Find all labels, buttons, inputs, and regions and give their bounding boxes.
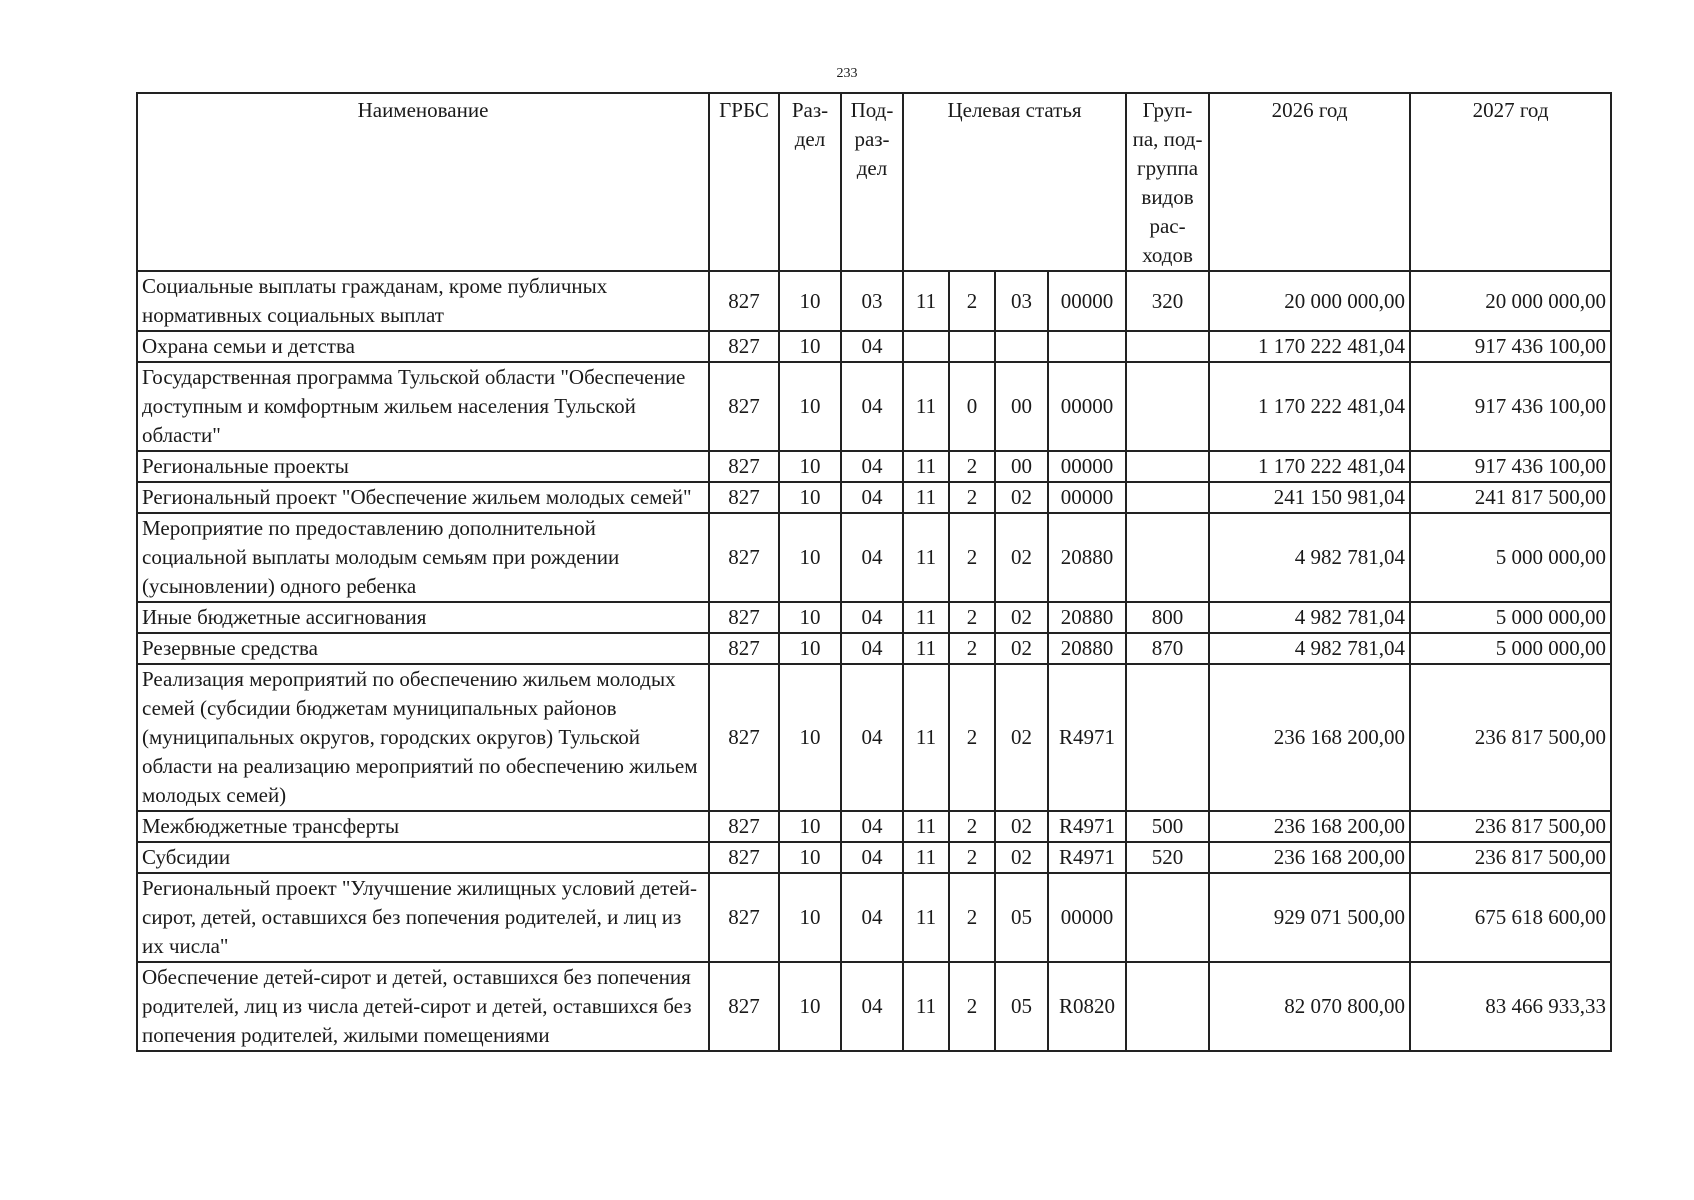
row-target-subprogram: 05 [995, 873, 1048, 962]
row-amount-2026: 929 071 500,00 [1209, 873, 1410, 962]
row-target-direction: R0820 [1048, 962, 1126, 1051]
row-podrazdel: 04 [841, 811, 903, 842]
row-target-program: 11 [903, 513, 949, 602]
row-target-program: 11 [903, 664, 949, 811]
row-podrazdel: 04 [841, 873, 903, 962]
row-podrazdel: 03 [841, 271, 903, 331]
row-razdel: 10 [779, 873, 841, 962]
row-target-type: 2 [949, 842, 995, 873]
row-podrazdel: 04 [841, 513, 903, 602]
table-row [137, 633, 1611, 664]
table-row [137, 811, 1611, 842]
row-target-type: 2 [949, 873, 995, 962]
row-expense-group [1126, 451, 1209, 482]
row-amount-2027: 241 817 500,00 [1410, 482, 1611, 513]
header-name: Наименование [137, 93, 709, 271]
row-expense-group [1126, 513, 1209, 602]
row-amount-2026: 241 150 981,04 [1209, 482, 1410, 513]
row-name: Субсидии [137, 842, 709, 873]
row-target-direction: 00000 [1048, 873, 1126, 962]
row-expense-group: 870 [1126, 633, 1209, 664]
row-target-subprogram: 02 [995, 811, 1048, 842]
table-row [137, 602, 1611, 633]
row-target-direction: 00000 [1048, 271, 1126, 331]
row-target-direction: R4971 [1048, 811, 1126, 842]
row-target-type: 2 [949, 451, 995, 482]
table-row [137, 962, 1611, 1051]
row-target-type: 2 [949, 633, 995, 664]
row-name: Региональный проект "Обеспечение жильем молодых семей" [137, 482, 709, 513]
row-razdel: 10 [779, 602, 841, 633]
row-grbs: 827 [709, 811, 779, 842]
row-amount-2026: 236 168 200,00 [1209, 811, 1410, 842]
row-name: Резервные средства [137, 633, 709, 664]
row-podrazdel: 04 [841, 962, 903, 1051]
row-grbs: 827 [709, 842, 779, 873]
row-target-direction: 20880 [1048, 513, 1126, 602]
row-target-direction: R4971 [1048, 842, 1126, 873]
row-target-subprogram: 02 [995, 513, 1048, 602]
row-amount-2027: 236 817 500,00 [1410, 664, 1611, 811]
row-target-type: 2 [949, 962, 995, 1051]
row-expense-group [1126, 664, 1209, 811]
row-amount-2026: 236 168 200,00 [1209, 842, 1410, 873]
row-name: Государственная программа Тульской области "Обеспечение доступным и комфортным жильем населения Тульской области" [137, 362, 709, 451]
row-target-program: 11 [903, 873, 949, 962]
row-podrazdel: 04 [841, 451, 903, 482]
row-name: Обеспечение детей-сирот и детей, оставшихся без попечения родителей, лиц из числа детей-сирот и детей, оставшихся без попечения родителей, жилыми помещениями [137, 962, 709, 1051]
row-amount-2027: 236 817 500,00 [1410, 811, 1611, 842]
row-amount-2027: 20 000 000,00 [1410, 271, 1611, 331]
row-target-type: 2 [949, 513, 995, 602]
row-target-subprogram: 00 [995, 451, 1048, 482]
row-grbs: 827 [709, 482, 779, 513]
row-expense-group: 500 [1126, 811, 1209, 842]
header-year-2027: 2027 год [1410, 93, 1611, 271]
table-row [137, 842, 1611, 873]
row-target-direction: 00000 [1048, 451, 1126, 482]
row-target-subprogram: 03 [995, 271, 1048, 331]
row-grbs: 827 [709, 602, 779, 633]
row-target-direction: 00000 [1048, 482, 1126, 513]
row-amount-2027: 917 436 100,00 [1410, 331, 1611, 362]
row-podrazdel: 04 [841, 362, 903, 451]
row-amount-2027: 5 000 000,00 [1410, 602, 1611, 633]
row-razdel: 10 [779, 633, 841, 664]
row-name: Межбюджетные трансферты [137, 811, 709, 842]
row-razdel: 10 [779, 362, 841, 451]
row-grbs: 827 [709, 513, 779, 602]
row-target-subprogram: 02 [995, 664, 1048, 811]
table-header-row [137, 93, 1611, 271]
row-target-direction: 20880 [1048, 633, 1126, 664]
row-target-type [949, 331, 995, 362]
row-name: Региональные проекты [137, 451, 709, 482]
table-row [137, 482, 1611, 513]
row-podrazdel: 04 [841, 482, 903, 513]
header-podrazdel: Под- раз- дел [841, 93, 903, 271]
header-grbs: ГРБС [709, 93, 779, 271]
row-target-type: 2 [949, 482, 995, 513]
row-target-subprogram: 02 [995, 633, 1048, 664]
row-name: Мероприятие по предоставлению дополнительной социальной выплаты молодым семьям при рождении (усыновлении) одного ребенка [137, 513, 709, 602]
row-target-program: 11 [903, 962, 949, 1051]
row-amount-2027: 5 000 000,00 [1410, 633, 1611, 664]
row-name: Реализация мероприятий по обеспечению жильем молодых семей (субсидии бюджетам муниципальных районов (муниципальных округов, городских округов) Тульской области на реализацию мероприятий по обеспечению жильем молодых семей) [137, 664, 709, 811]
row-target-direction [1048, 331, 1126, 362]
row-target-type: 2 [949, 271, 995, 331]
table-row [137, 664, 1611, 811]
row-amount-2026: 236 168 200,00 [1209, 664, 1410, 811]
row-expense-group: 520 [1126, 842, 1209, 873]
row-expense-group: 800 [1126, 602, 1209, 633]
row-razdel: 10 [779, 842, 841, 873]
header-target-article: Целевая статья [903, 93, 1126, 271]
header-year-2026: 2026 год [1209, 93, 1410, 271]
row-target-program: 11 [903, 362, 949, 451]
row-podrazdel: 04 [841, 842, 903, 873]
row-razdel: 10 [779, 331, 841, 362]
row-grbs: 827 [709, 664, 779, 811]
row-amount-2026: 4 982 781,04 [1209, 633, 1410, 664]
row-target-program: 11 [903, 482, 949, 513]
row-amount-2027: 83 466 933,33 [1410, 962, 1611, 1051]
table-row [137, 362, 1611, 451]
header-expense-group: Груп- па, под- группа видов рас- ходов [1126, 93, 1209, 271]
row-expense-group: 320 [1126, 271, 1209, 331]
row-grbs: 827 [709, 451, 779, 482]
row-target-type: 2 [949, 602, 995, 633]
row-podrazdel: 04 [841, 633, 903, 664]
row-grbs: 827 [709, 633, 779, 664]
row-razdel: 10 [779, 811, 841, 842]
row-razdel: 10 [779, 513, 841, 602]
row-grbs: 827 [709, 962, 779, 1051]
row-grbs: 827 [709, 271, 779, 331]
table-row [137, 451, 1611, 482]
row-target-program [903, 331, 949, 362]
row-target-subprogram [995, 331, 1048, 362]
row-target-program: 11 [903, 602, 949, 633]
table-row [137, 513, 1611, 602]
row-expense-group [1126, 962, 1209, 1051]
row-amount-2027: 236 817 500,00 [1410, 842, 1611, 873]
row-target-subprogram: 05 [995, 962, 1048, 1051]
row-expense-group [1126, 873, 1209, 962]
table-row [137, 271, 1611, 331]
row-razdel: 10 [779, 664, 841, 811]
row-podrazdel: 04 [841, 331, 903, 362]
row-expense-group [1126, 331, 1209, 362]
row-amount-2027: 675 618 600,00 [1410, 873, 1611, 962]
table-body [137, 271, 1611, 1051]
row-name: Охрана семьи и детства [137, 331, 709, 362]
row-razdel: 10 [779, 271, 841, 331]
row-razdel: 10 [779, 451, 841, 482]
table-row [137, 331, 1611, 362]
row-target-subprogram: 02 [995, 602, 1048, 633]
row-expense-group [1126, 482, 1209, 513]
row-amount-2027: 917 436 100,00 [1410, 451, 1611, 482]
row-target-subprogram: 02 [995, 482, 1048, 513]
row-target-program: 11 [903, 633, 949, 664]
row-target-program: 11 [903, 451, 949, 482]
row-amount-2026: 4 982 781,04 [1209, 513, 1410, 602]
row-target-direction: 20880 [1048, 602, 1126, 633]
row-podrazdel: 04 [841, 602, 903, 633]
row-amount-2026: 1 170 222 481,04 [1209, 451, 1410, 482]
row-amount-2027: 5 000 000,00 [1410, 513, 1611, 602]
row-grbs: 827 [709, 362, 779, 451]
row-amount-2026: 4 982 781,04 [1209, 602, 1410, 633]
row-target-type: 2 [949, 811, 995, 842]
row-amount-2026: 82 070 800,00 [1209, 962, 1410, 1051]
row-target-program: 11 [903, 271, 949, 331]
row-amount-2026: 1 170 222 481,04 [1209, 331, 1410, 362]
row-amount-2026: 1 170 222 481,04 [1209, 362, 1410, 451]
row-target-direction: R4971 [1048, 664, 1126, 811]
table-row [137, 873, 1611, 962]
row-amount-2026: 20 000 000,00 [1209, 271, 1410, 331]
row-target-subprogram: 00 [995, 362, 1048, 451]
row-target-direction: 00000 [1048, 362, 1126, 451]
row-grbs: 827 [709, 331, 779, 362]
row-podrazdel: 04 [841, 664, 903, 811]
row-target-subprogram: 02 [995, 842, 1048, 873]
row-target-type: 0 [949, 362, 995, 451]
budget-table [136, 92, 1612, 1052]
row-expense-group [1126, 362, 1209, 451]
row-target-type: 2 [949, 664, 995, 811]
row-target-program: 11 [903, 842, 949, 873]
row-target-program: 11 [903, 811, 949, 842]
header-razdel: Раз- дел [779, 93, 841, 271]
page-number: 233 [836, 66, 858, 81]
row-name: Социальные выплаты гражданам, кроме публичных нормативных социальных выплат [137, 271, 709, 331]
row-grbs: 827 [709, 873, 779, 962]
row-razdel: 10 [779, 962, 841, 1051]
row-amount-2027: 917 436 100,00 [1410, 362, 1611, 451]
row-name: Иные бюджетные ассигнования [137, 602, 709, 633]
row-name: Региональный проект "Улучшение жилищных условий детей-сирот, детей, оставшихся без попечения родителей, и лиц из их числа" [137, 873, 709, 962]
row-razdel: 10 [779, 482, 841, 513]
